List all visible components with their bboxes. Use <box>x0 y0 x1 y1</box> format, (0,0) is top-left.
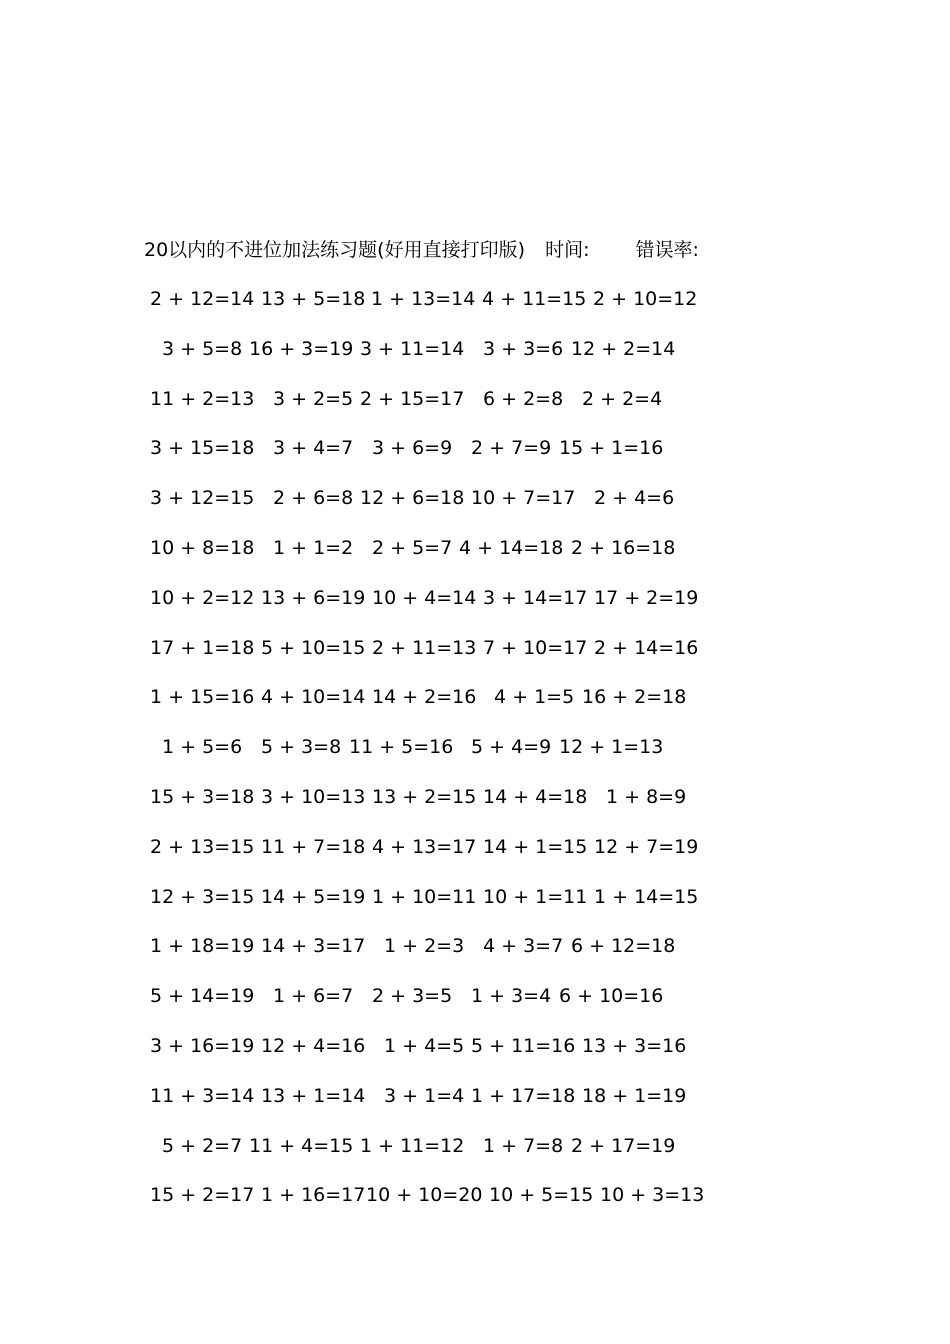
problem-item: 3 + 12=15 <box>150 487 255 510</box>
problem-row <box>0 1131 950 1161</box>
problem-item: 13 + 1=14 <box>261 1084 366 1107</box>
problem-item: 1 + 2=3 <box>384 935 465 958</box>
problem-item: 2 + 3=5 <box>372 985 453 1008</box>
problem-item: 10 + 5=15 <box>489 1184 594 1207</box>
problem-item: 17 + 1=18 <box>150 636 255 659</box>
problem-item: 3 + 10=13 <box>261 786 366 808</box>
problem-item: 17 + 2=19 <box>594 586 699 609</box>
problem-item: 4 + 1=5 <box>494 686 575 709</box>
problem-item: 10 + 1=11 <box>483 885 588 908</box>
problem-row <box>0 1180 950 1210</box>
problem-item: 12 + 3=15 <box>150 885 255 908</box>
problem-item: 2 + 6=8 <box>273 487 354 510</box>
problem-row <box>0 931 950 961</box>
problem-item: 11 + 7=18 <box>261 835 366 858</box>
problem-item: 4 + 14=18 <box>459 537 564 559</box>
problem-item: 2 + 15=17 <box>360 387 465 410</box>
problem-item: 12 + 7=19 <box>594 835 699 858</box>
problem-item: 13 + 6=19 <box>261 586 366 609</box>
problem-row <box>0 334 950 364</box>
problem-item: 3 + 4=7 <box>273 437 354 460</box>
problem-item: 14 + 1=15 <box>483 835 588 858</box>
problem-item: 2 + 12=14 <box>150 288 255 310</box>
problem-item: 2 + 13=15 <box>150 835 255 858</box>
problem-item: 2 + 5=7 <box>372 537 453 559</box>
problem-item: 5 + 3=8 <box>261 736 342 759</box>
problem-item: 3 + 11=14 <box>360 337 465 360</box>
problem-item: 3 + 3=6 <box>483 337 564 360</box>
problem-item: 2 + 10=12 <box>593 288 698 310</box>
problem-item: 1 + 4=5 <box>384 1035 465 1057</box>
problem-item: 3 + 6=9 <box>372 437 453 460</box>
problem-item: 1 + 6=7 <box>273 985 354 1008</box>
problem-row <box>0 284 950 314</box>
problem-item: 2 + 7=9 <box>471 437 552 460</box>
problem-item: 2 + 11=13 <box>372 636 477 659</box>
problem-item: 3 + 15=18 <box>150 437 255 460</box>
problem-row <box>0 583 950 613</box>
problem-item: 10 + 10=20 <box>366 1184 483 1207</box>
problem-item: 10 + 8=18 <box>150 537 255 559</box>
problem-row <box>0 483 950 513</box>
problem-item: 14 + 3=17 <box>261 935 366 958</box>
problem-item: 15 + 3=18 <box>150 786 255 808</box>
problem-item: 1 + 14=15 <box>594 885 699 908</box>
problem-item: 14 + 4=18 <box>483 786 588 808</box>
problem-item: 4 + 3=7 <box>483 935 564 958</box>
problem-item: 1 + 8=9 <box>606 786 687 808</box>
problem-item: 10 + 4=14 <box>372 586 477 609</box>
problem-item: 1 + 7=8 <box>483 1134 564 1157</box>
problem-item: 6 + 2=8 <box>483 387 564 410</box>
problem-item: 3 + 14=17 <box>483 586 588 609</box>
problem-item: 1 + 16=17 <box>261 1184 366 1207</box>
problem-row <box>0 633 950 663</box>
problem-item: 13 + 3=16 <box>582 1035 687 1057</box>
problem-item: 10 + 3=13 <box>600 1184 705 1207</box>
problem-item: 14 + 2=16 <box>372 686 477 709</box>
problem-item: 6 + 12=18 <box>571 935 676 958</box>
problem-row <box>0 682 950 712</box>
worksheet-title: 20以内的不进位加法练习题(好用直接打印版) <box>144 239 526 261</box>
problem-item: 13 + 2=15 <box>372 786 477 808</box>
problem-item: 11 + 5=16 <box>349 736 454 759</box>
problem-row <box>0 832 950 862</box>
problem-item: 3 + 2=5 <box>273 387 354 410</box>
problem-item: 1 + 3=4 <box>471 985 552 1008</box>
problem-item: 1 + 1=2 <box>273 537 354 559</box>
problem-item: 1 + 10=11 <box>372 885 477 908</box>
problem-item: 4 + 13=17 <box>372 835 477 858</box>
problem-item: 5 + 10=15 <box>261 636 366 659</box>
problem-item: 3 + 5=8 <box>162 337 243 360</box>
problem-row <box>0 1031 950 1061</box>
problem-item: 5 + 4=9 <box>471 736 552 759</box>
problem-item: 15 + 1=16 <box>559 437 664 460</box>
problem-item: 4 + 11=15 <box>482 288 587 310</box>
problem-item: 2 + 2=4 <box>582 387 663 410</box>
error-rate-label: 错误率: <box>635 239 699 261</box>
problem-item: 12 + 1=13 <box>559 736 664 759</box>
problem-item: 12 + 2=14 <box>571 337 676 360</box>
problem-row <box>0 433 950 463</box>
problem-row <box>0 981 950 1011</box>
problem-item: 2 + 17=19 <box>571 1134 676 1157</box>
problem-item: 13 + 5=18 <box>261 288 366 310</box>
problem-item: 6 + 10=16 <box>559 985 664 1008</box>
problem-item: 2 + 16=18 <box>571 537 676 559</box>
problem-item: 10 + 2=12 <box>150 586 255 609</box>
problem-item: 7 + 10=17 <box>483 636 588 659</box>
problem-item: 2 + 4=6 <box>594 487 675 510</box>
time-label: 时间: <box>545 239 590 261</box>
problem-row <box>0 732 950 762</box>
problem-row <box>0 782 950 812</box>
problem-item: 12 + 6=18 <box>360 487 465 510</box>
problem-item: 16 + 3=19 <box>249 337 354 360</box>
problem-item: 14 + 5=19 <box>261 885 366 908</box>
problem-item: 10 + 7=17 <box>471 487 576 510</box>
problem-item: 5 + 2=7 <box>162 1134 243 1157</box>
problem-item: 1 + 13=14 <box>371 288 476 310</box>
problem-item: 1 + 18=19 <box>150 935 255 958</box>
problem-item: 12 + 4=16 <box>261 1035 366 1057</box>
problem-row <box>0 533 950 563</box>
problem-item: 4 + 10=14 <box>261 686 366 709</box>
problem-item: 3 + 1=4 <box>384 1084 465 1107</box>
problem-row <box>0 384 950 414</box>
problem-item: 5 + 11=16 <box>471 1035 576 1057</box>
problem-item: 11 + 2=13 <box>150 387 255 410</box>
problem-item: 1 + 17=18 <box>471 1084 576 1107</box>
problem-item: 3 + 16=19 <box>150 1035 255 1057</box>
problem-item: 15 + 2=17 <box>150 1184 255 1207</box>
problem-item: 1 + 15=16 <box>150 686 255 709</box>
problem-item: 11 + 3=14 <box>150 1084 255 1107</box>
problem-row <box>0 1081 950 1111</box>
problem-item: 16 + 2=18 <box>582 686 687 709</box>
problem-item: 18 + 1=19 <box>582 1084 687 1107</box>
problem-item: 1 + 5=6 <box>162 736 243 759</box>
problem-item: 5 + 14=19 <box>150 985 255 1008</box>
problem-item: 1 + 11=12 <box>360 1134 465 1157</box>
problem-row <box>0 882 950 912</box>
problem-item: 11 + 4=15 <box>249 1134 354 1157</box>
problem-item: 2 + 14=16 <box>594 636 699 659</box>
